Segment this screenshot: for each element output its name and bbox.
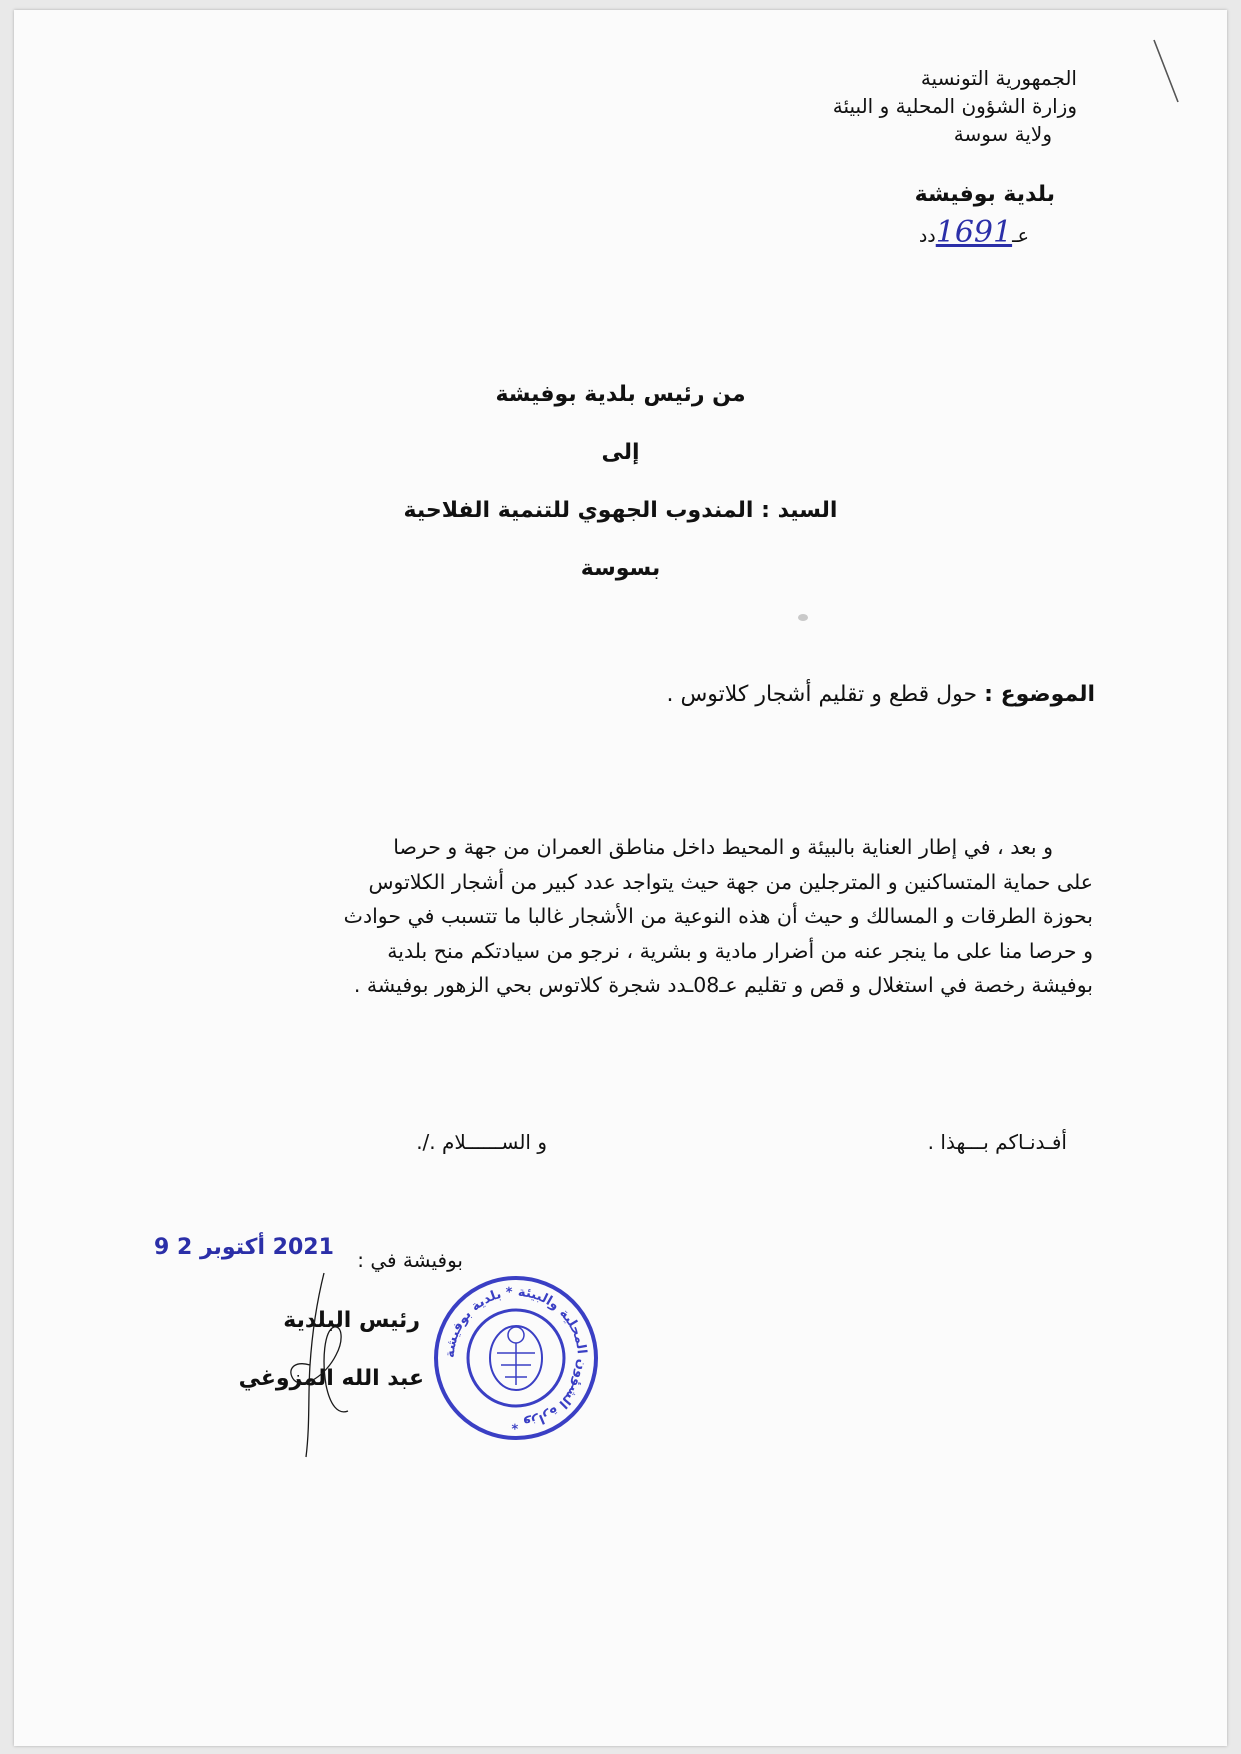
handwritten-signature [264, 1265, 384, 1465]
subject-text: حول قطع و تقليم أشجار كلاتوس . [666, 682, 978, 707]
closing-informed: أفـدنـاكم بـــهذا . [927, 1130, 1067, 1154]
ink-blot [798, 614, 808, 621]
recipient-location: بسوسة [580, 556, 661, 581]
subject-label: الموضوع : [984, 682, 1095, 707]
body-line: و حرصا منا على ما ينجر عنه من أضرار مادية و بشرية ، نرجو من سيادتكم منح بلدية [387, 938, 1093, 963]
pen-mark [1152, 38, 1182, 106]
sender-line: من رئيس بلدية بوفيشة [495, 382, 746, 407]
subject-line [666, 682, 1095, 707]
signature-place: بوفيشة في : [357, 1248, 463, 1272]
body-line: بحوزة الطرقات و المسالك و حيث أن هذه النوعية من الأشجار غالبا ما تتسبب في حوادث [343, 904, 1093, 928]
header-ministry: وزارة الشؤون المحلية و البيئة [832, 94, 1077, 118]
body-line: بوفيشة رخصة في استغلال و قص و تقليم عـ08ـدد شجرة كلاتوس بحي الزهور بوفيشة . [353, 973, 1093, 997]
date-stamp: 2021 أكتوبر 2 9 [154, 1235, 334, 1260]
reference-number [919, 215, 1029, 250]
document-page [14, 10, 1227, 1746]
to-line: إلى [601, 440, 640, 465]
signatory-name: عبد الله المزوغي [238, 1366, 424, 1391]
letter-body [168, 830, 1093, 1003]
body-line: على حماية المتساكنين و المترجلين من جهة حيث يتواجد عدد كبير من أشجار الكلاتوس [368, 869, 1093, 894]
header-municipality: بلدية بوفيشة [914, 182, 1055, 207]
header-country: الجمهورية التونسية [920, 66, 1077, 90]
closing-peace: و الســــــلام ./. [416, 1130, 547, 1154]
reference-number-value: 1691 [935, 215, 1013, 250]
seal-text: وزارة الشؤون المحلية والبيئة * بلدية بوفيشة * [442, 1284, 590, 1432]
signatory-title: رئيس البلدية [283, 1308, 420, 1333]
body-line: و بعد ، في إطار العناية بالبيئة و المحيط داخل مناطق العمران من جهة و حرصا [393, 835, 1053, 859]
reference-prefix: عـ [1012, 225, 1029, 247]
official-seal [431, 1273, 601, 1443]
reference-suffix: دد [918, 225, 936, 247]
recipient-line: السيد : المندوب الجهوي للتنمية الفلاحية [403, 498, 838, 523]
header-governorate: ولاية سوسة [953, 122, 1052, 146]
